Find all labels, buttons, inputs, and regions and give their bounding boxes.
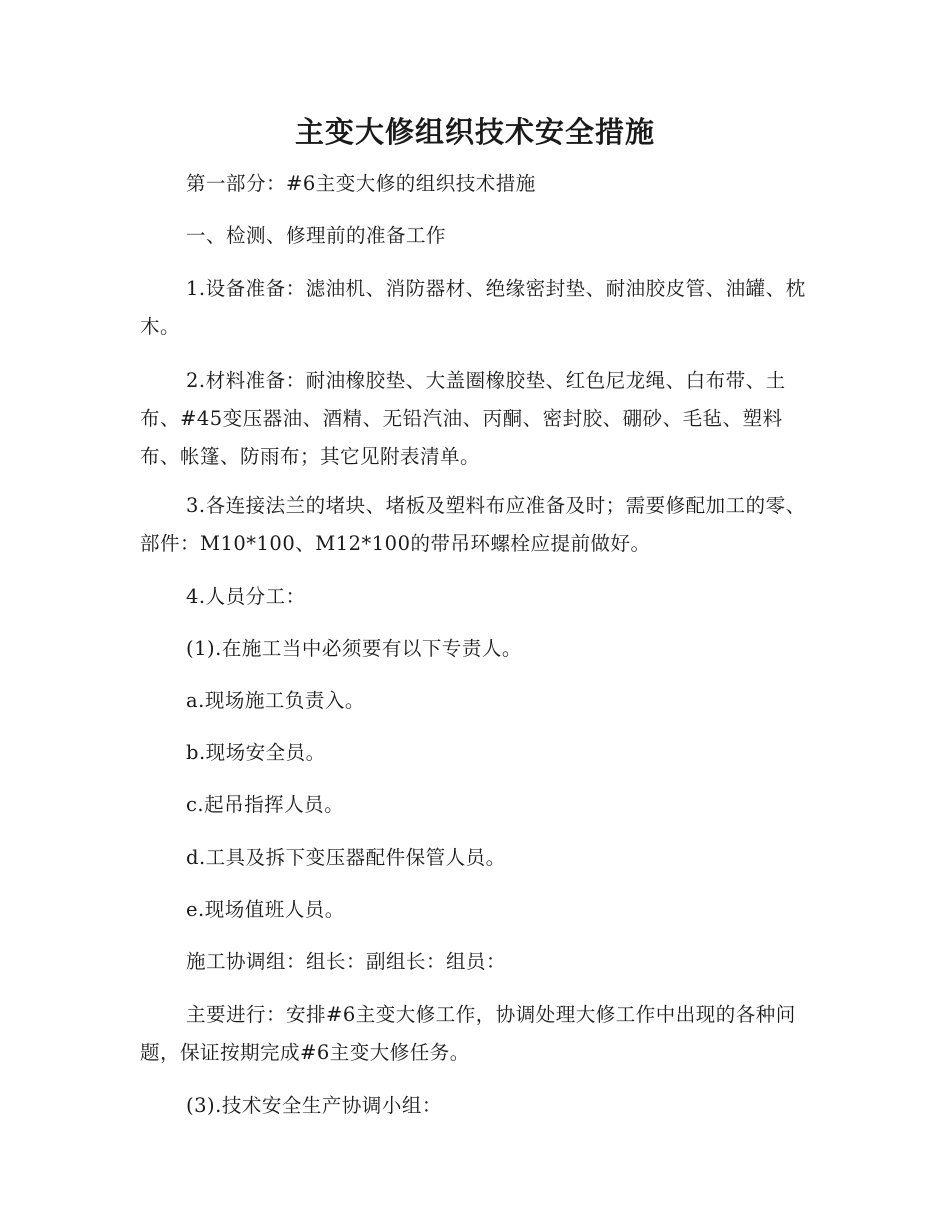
paragraph-tech-safety-group: (3).技术安全生产协调小组： (186, 1094, 442, 1117)
paragraph-coordination-group: 施工协调组：组长：副组长：组员： (186, 950, 507, 973)
paragraph-material-prep: 2.材料准备：耐油橡胶垫、大盖圈橡胶垫、红色尼龙绳、白布带、土布、#45变压器油、酒精、无铅汽油、丙酮、密封胶、硼砂、毛毡、塑料布、帐篷、防雨布；其它见附表清单。 (140, 369, 786, 468)
paragraph-item-d: d.工具及拆下变压器配件保管人员。 (186, 846, 506, 869)
paragraph-main-tasks: 主要进行：安排#6主变大修工作，协调处理大修工作中出现的各种问题，保证按期完成#6主变大修任务。 (140, 1003, 796, 1064)
paragraph-equipment-prep: 1.设备准备：滤油机、消防器材、绝缘密封垫、耐油胶皮管、油罐、枕木。 (140, 277, 806, 338)
paragraph-item-a: a.现场施工负责入。 (186, 689, 365, 712)
paragraph-item-b: b.现场安全员。 (186, 741, 326, 764)
paragraph-staffing: 4.人员分工： (186, 585, 306, 608)
paragraph-flange-parts: 3.各连接法兰的堵块、堵板及塑料布应准备及时；需要修配加工的零、部件：M10*100、M12*100的带吊环螺栓应提前做好。 (140, 494, 806, 555)
document-title: 主变大修组织技术安全措施 (294, 115, 655, 149)
paragraph-responsible-persons: (1).在施工当中必须要有以下专责人。 (186, 637, 522, 660)
paragraph-section-one-heading: 一、检测、修理前的准备工作 (186, 224, 447, 247)
paragraph-item-e: e.现场值班人员。 (186, 898, 345, 921)
paragraph-part-one-heading: 第一部分：#6主变大修的组织技术措施 (186, 172, 536, 195)
paragraph-item-c: c.起吊指挥人员。 (186, 793, 345, 816)
